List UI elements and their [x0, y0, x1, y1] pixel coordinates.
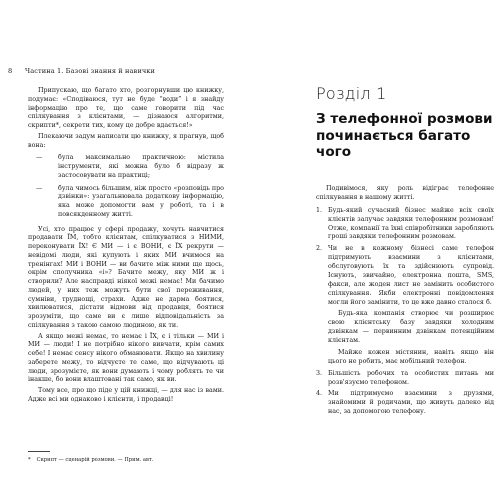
bullet-list — [28, 154, 224, 219]
item-number: 3. — [316, 369, 323, 377]
item-text: Більшість робочих та особистих питань ми розв'язуємо телефоном. — [328, 369, 494, 386]
footnote-divider — [28, 451, 50, 452]
bullet-item — [28, 185, 224, 220]
list-item — [316, 370, 494, 388]
intro-paragraph: Подивімося, яку роль відіграє телефонне спілкування в нашому житті. — [316, 185, 494, 201]
paragraph: Усі, хто працює у сфері продажу, хочуть навчитися продавати ЇМ, тобто клієнтам, спілкуватися з НИМИ, переконувати ЇХ! Є МИ — і є ВОНИ, є ЇХ рекрути — невідомі люди, які купують і яких МИ вчимося на тренінгах! МИ і ВОНИ — ви бачите між ними ще щось, окрім сполучника «і»? Бачите межу, яку МИ ж і створили? Але насправді ніякої межі немає! Ми бачимо людей, у них теж можуть бути свої переживання, сумніви, труднощі, страхи. Адже не дарма боятися, хвилюватися, дістати відмови від продавця, боятися зрозуміти, що саме ви є лише відповідальність за спілкування з такою самою людиною, як ти. — [28, 225, 224, 329]
dash-icon: — — [36, 154, 43, 162]
list-item — [316, 390, 494, 417]
chapter-label: Розділ 1 — [316, 84, 387, 103]
chapter-title: З телефонної розмови починається багато чого — [316, 111, 493, 161]
right-page — [250, 0, 500, 500]
item-text: Чи не в кожному бізнесі саме телефон підтримують взаємини з клієнтами, обслуговують їх та здійснюють супровід. Існують, звичайно, електронна пошта, SMS, факси, але жоден лист не замінить особистого спілкування. Якби електронні повідомлення могли його замінити, то це вже давно сталося б. — [328, 245, 494, 306]
footnote-mark: * — [28, 457, 31, 463]
page-number: 8 — [8, 67, 13, 75]
numbered-list — [316, 207, 494, 417]
bullet-text: була максимально практичною: містила інструменти, які можна було б відразу ж застосовувати на практиці; — [58, 154, 224, 179]
item-text: Ми підтримуємо взаємини з друзями, знайомими й родичами, що живуть далеко від нас, за допомогою телефону. — [328, 390, 494, 416]
bullet-text: була чимось більшим, ніж просто «розповідь про дзвінки»: узагальнювала додаткову інформацію, яка може допомогти вам у роботі, та і в повсякденному житті. — [58, 184, 224, 218]
dash-icon: — — [36, 184, 43, 192]
footnote-text: Скрипт — сценарій розмови. — Прим. авт. — [36, 457, 154, 463]
bullet-item — [28, 154, 224, 180]
item-number: 2. — [316, 245, 323, 253]
sub-paragraph: Будь-яка компанія створює чи розширює свою клієнтську базу завдяки холодним дзвінкам — первинним дзвінкам потенційним клієнтам. — [328, 310, 494, 344]
item-number: 4. — [316, 390, 323, 398]
right-body-text — [316, 185, 494, 420]
running-head-title: Частина 1. Базові знання й навички — [25, 67, 155, 75]
paragraph: Плекаючи задум написати цю книжку, я прагнув, щоб вона: — [28, 132, 224, 149]
list-item — [316, 245, 494, 307]
item-text: Будь-який сучасний бізнес майже всіх своїх клієнтів залучає завдяки телефонним розмовам! Отже, компанії та їхні співробітники заробляють гроші завдяки телефонним розмовам. — [328, 206, 494, 241]
paragraph: Тому все, про що піде у цій книжці, — для нас із вами. Адже всі ми однаково і клієнти, і продавці! — [28, 387, 224, 403]
paragraph: Припускаю, що багато хто, розгорнувши цю книжку, подумає: «Сподіваюся, тут не буде “води” і я знайду інформацію про те, що саме говорити під час спілкування з клієнтами, — дізнаюся алгоритми, скрипти*, секрети тих, кому це добре вдається!» — [28, 87, 224, 129]
left-body-text — [28, 87, 224, 407]
list-item — [316, 207, 494, 243]
sub-paragraph: Майже кожен містянин, навіть якщо він цього не робить, має мобільний телефон. — [328, 348, 494, 365]
footnote — [28, 457, 224, 464]
item-number: 1. — [316, 206, 323, 214]
paragraph: А якщо межі немає, то немає і ЇХ, є і тільки — МИ і МИ — люди! І не потрібно нікого вивчати, крім самих себе! І немає сенсу нікого обманювати. Якщо на хвилину заберете межу, то відчуєте те саме, що відчувають ці люди, зрозумієте, як вони думають і чому роблять те чи інакше, бо вони влаштовані так само, як ви. — [28, 332, 224, 384]
